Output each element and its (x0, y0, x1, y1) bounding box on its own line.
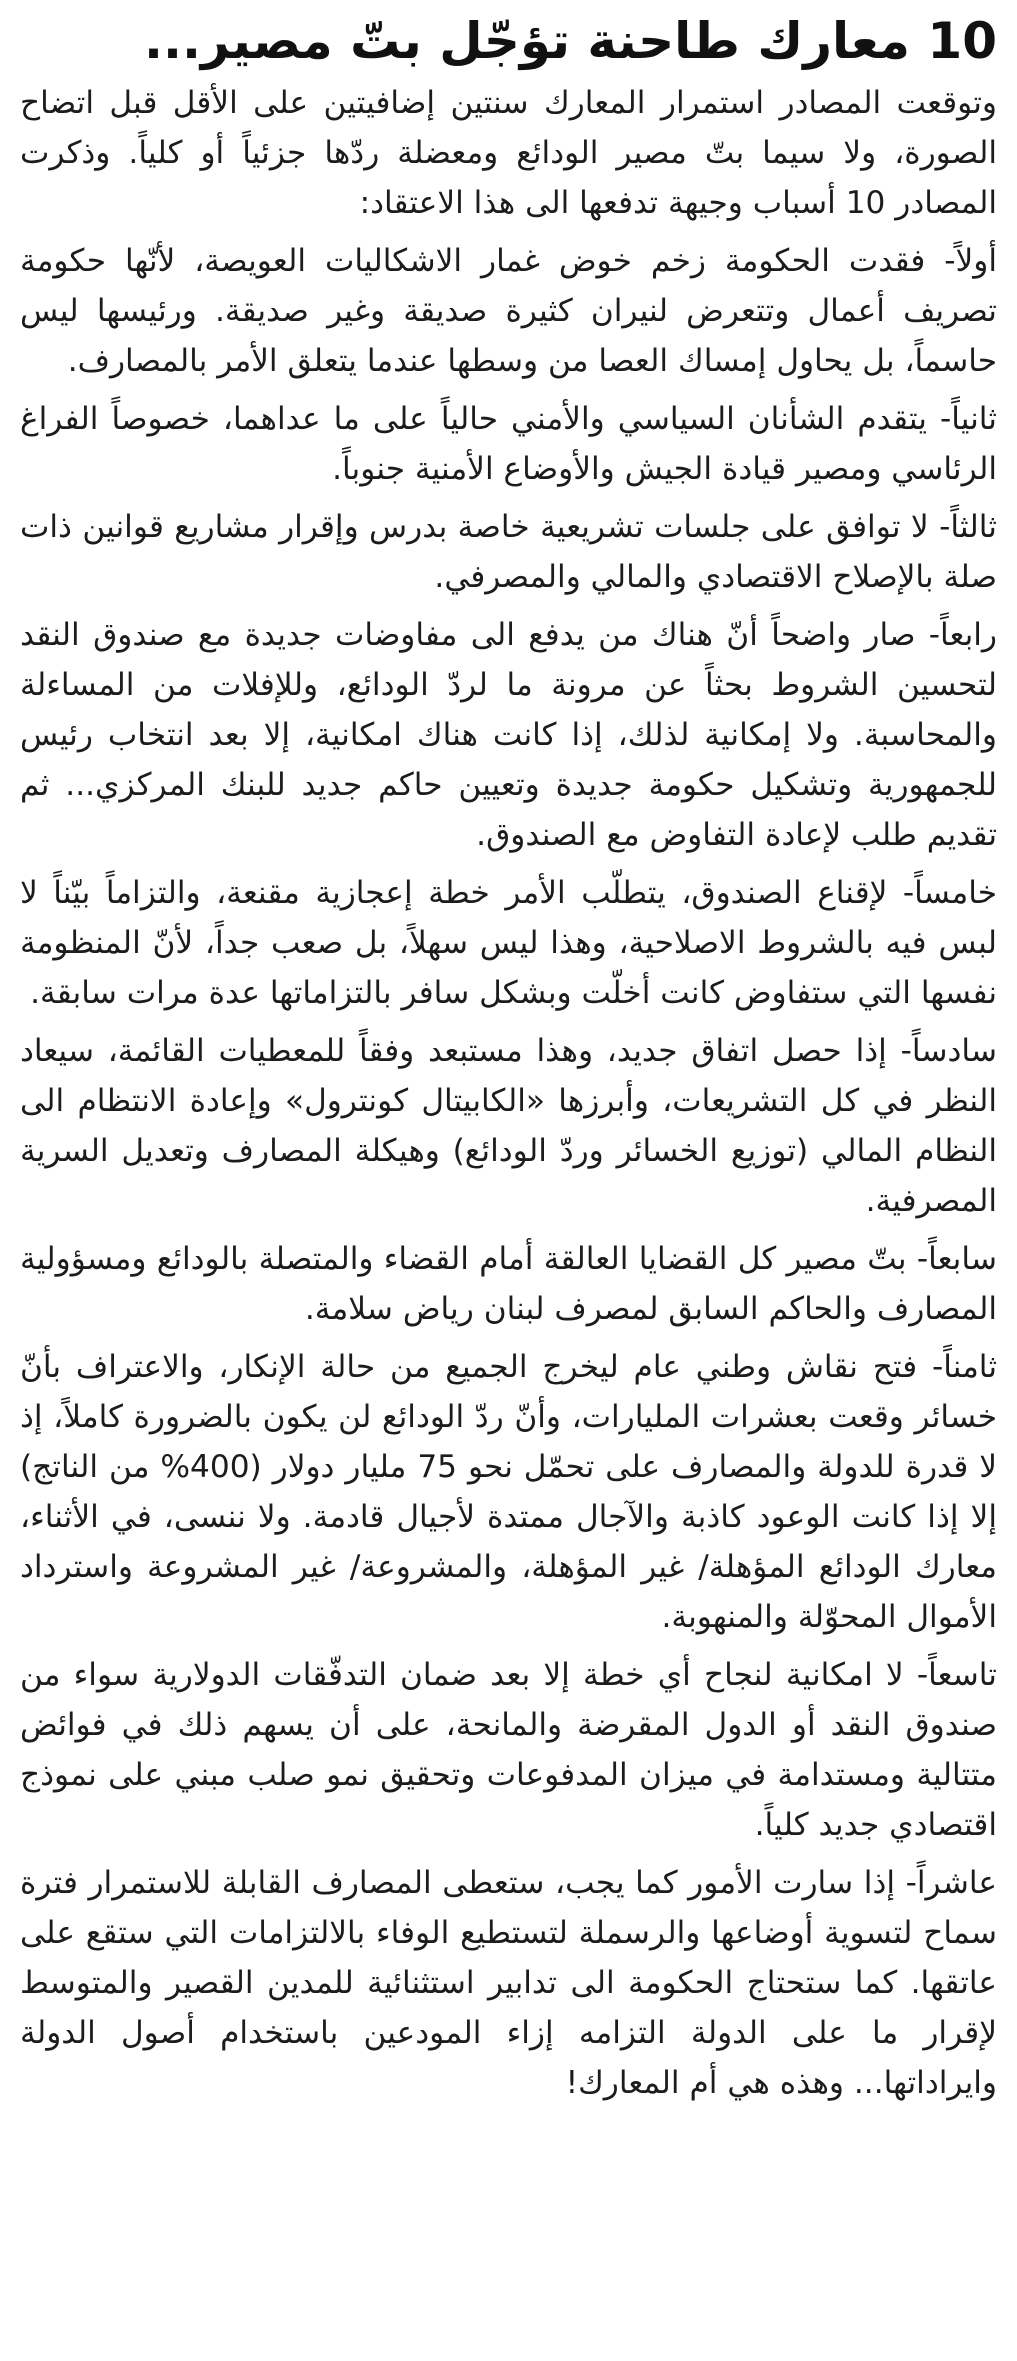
reason-10-paragraph: عاشراً- إذا سارت الأمور كما يجب، ستعطى المصارف القابلة للاستمرار فترة سماح لتسوية أوضاعها والرسملة لتستطيع الوفاء بالالتزامات التي ستقع على عاتقها. كما ستحتاج الحكومة الى تدابير استثنائية للمدين القصير والمتوسط لإقرار ما على الدولة التزامه إزاء المودعين باستخدام أصول الدولة وايراداتها... وهذه هي أم المعارك! (20, 1865, 997, 2101)
reason-8-paragraph: ثامناً- فتح نقاش وطني عام ليخرج الجميع من حالة الإنكار، والاعتراف بأنّ خسائر وقعت بعشرات المليارات، وأنّ ردّ الودائع لن يكون بالضرورة كاملاً، إذ لا قدرة للدولة والمصارف على تحمّل نحو 75 مليار دولار (400% من الناتج) إلا إذا كانت الوعود كاذبة والآجال ممتدة لأجيال قادمة. ولا ننسى، في الأثناء، معارك الودائع المؤهلة/ غير المؤهلة، والمشروعة/ غير المشروعة واسترداد الأموال المحوّلة والمنهوبة. (20, 1349, 998, 1635)
reason-2-paragraph: ثانياً- يتقدم الشأنان السياسي والأمني حالياً على ما عداهما، خصوصاً الفراغ الرئاسي ومصير قيادة الجيش والأوضاع الأمنية جنوباً. (20, 401, 997, 487)
reason-5-paragraph: خامساً- لإقناع الصندوق، يتطلّب الأمر خطة إعجازية مقنعة، والتزاماً بيّناً لا لبس فيه بالشروط الاصلاحية، وهذا ليس سهلاً، بل صعب جداً، لأنّ المنظومة نفسها التي ستفاوض كانت أخلّت وبشكل سافر بالتزاماتها عدة مرات سابقة. (20, 875, 997, 1011)
reason-1-paragraph: أولاً- فقدت الحكومة زخم خوض غمار الاشكاليات العويصة، لأنّها حكومة تصريف أعمال وتتعرض لنيران كثيرة صديقة وغير صديقة. ورئيسها ليس حاسماً، بل يحاول إمساك العصا من وسطها عندما يتعلق الأمر بالمصارف. (20, 243, 997, 379)
reason-4-paragraph: رابعاً- صار واضحاً أنّ هناك من يدفع الى مفاوضات جديدة مع صندوق النقد لتحسين الشروط بحثاً عن مرونة ما لردّ الودائع، وللإفلات من المساءلة والمحاسبة. ولا إمكانية لذلك، إذا كانت هناك امكانية، إلا بعد انتخاب رئيس للجمهورية وتشكيل حكومة جديدة وتعيين حاكم جديد للبنك المركزي... ثم تقديم طلب لإعادة التفاوض مع الصندوق. (20, 617, 997, 853)
reason-3-paragraph: ثالثاً- لا توافق على جلسات تشريعية خاصة بدرس وإقرار مشاريع قوانين ذات صلة بالإصلاح الاقتصادي والمالي والمصرفي. (20, 509, 997, 595)
article-headline: 10 معارك طاحنة تؤجّل بتّ مصير... (143, 12, 997, 70)
article-body (20, 78, 997, 2108)
reason-9-paragraph: تاسعاً- لا امكانية لنجاح أي خطة إلا بعد ضمان التدفّقات الدولارية سواء من صندوق النقد أو الدول المقرضة والمانحة، على أن يسهم ذلك في فوائض متتالية ومستدامة في ميزان المدفوعات وتحقيق نمو صلب مبني على نموذج اقتصادي جديد كلياً. (20, 1657, 997, 1843)
newspaper-clipping (14, 0, 1003, 2361)
reason-7-paragraph: سابعاً- بتّ مصير كل القضايا العالقة أمام القضاء والمتصلة بالودائع ومسؤولية المصارف والحاكم السابق لمصرف لبنان رياض سلامة. (20, 1241, 997, 1327)
intro-paragraph: وتوقعت المصادر استمرار المعارك سنتين إضافيتين على الأقل قبل اتضاح الصورة، ولا سيما بتّ مصير الودائع ومعضلة ردّها جزئياً أو كلياً. وذكرت المصادر 10 أسباب وجيهة تدفعها الى هذا الاعتقاد: (20, 85, 997, 221)
reason-6-paragraph: سادساً- إذا حصل اتفاق جديد، وهذا مستبعد وفقاً للمعطيات القائمة، سيعاد النظر في كل التشريعات، وأبرزها «الكابيتال كونترول» وإعادة الانتظام الى النظام المالي (توزيع الخسائر وردّ الودائع) وهيكلة المصارف وتعديل السرية المصرفية. (20, 1033, 997, 1219)
